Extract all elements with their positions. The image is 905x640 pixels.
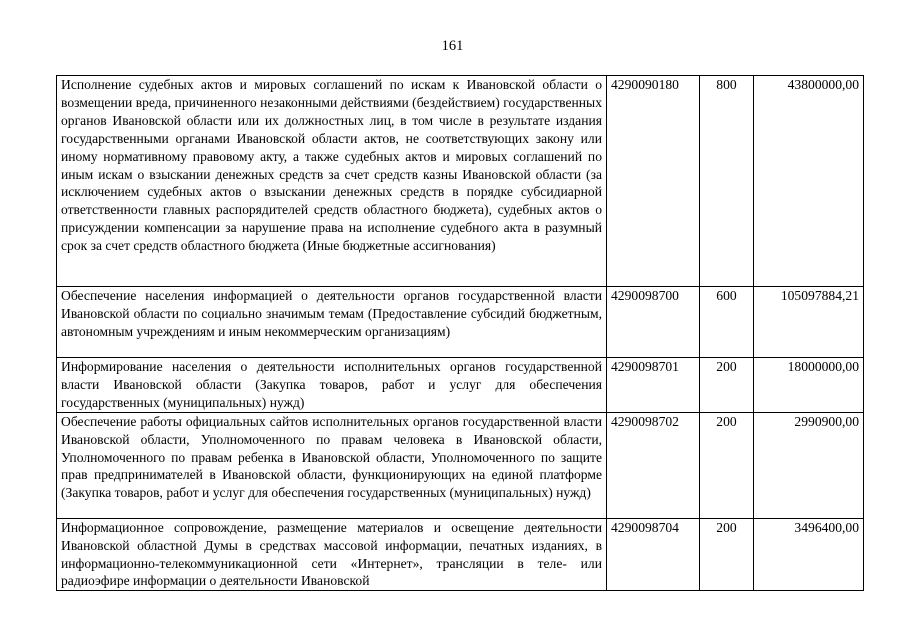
- row-target-code: 4290098704: [607, 518, 700, 591]
- row-description: Информирование населения о деятельности исполнительных органов государственной власти Ивановской области (Закупка товаров, работ и услуг для обеспечения государственных (муниципальных) нужд): [57, 358, 607, 413]
- row-description: Информационное сопровождение, размещение материалов и освещение деятельности Ивановской областной Думы в средствах массовой информации, печатных изданиях, в информационно-телекоммуникационной сети «Интернет», трансляции в теле- или радиоэфире информации о деятельности Ивановской: [57, 518, 607, 591]
- row-amount: 2990900,00: [754, 412, 864, 518]
- row-description: Исполнение судебных актов и мировых соглашений по искам к Ивановской области о возмещении вреда, причиненного незаконными действиями (бездействием) государственных органов Ивановской области или их должностных лиц, в том числе в результате издания государственными органами Ивановской области актов, не соответствующих закону или иному нормативному правовому акту, а также судебных актов и мировых соглашений по иным искам о взыскании денежных средств за счет средств казны Ивановской области (за исключением судебных актов о взыскании денежных средств в порядке субсидиарной ответственности главных распорядителей средств областного бюджета), судебных актов о присуждении компенсации за нарушение права на исполнение судебного акта в разумный срок за счет средств областного бюджета (Иные бюджетные ассигнования): [57, 76, 607, 287]
- table-row: [57, 358, 864, 413]
- table-row: [57, 518, 864, 591]
- table-row: [57, 412, 864, 518]
- row-target-code: 4290098700: [607, 287, 700, 358]
- row-description: Обеспечение населения информацией о деятельности органов государственной власти Ивановской области по социально значимым темам (Предоставление субсидий бюджетным, автономным учреждениям и иным некоммерческим организациям): [57, 287, 607, 358]
- row-expense-type: 200: [700, 412, 754, 518]
- row-expense-type: 600: [700, 287, 754, 358]
- row-expense-type: 200: [700, 518, 754, 591]
- row-target-code: 4290098702: [607, 412, 700, 518]
- budget-table: [56, 75, 864, 591]
- row-amount: 3496400,00: [754, 518, 864, 591]
- row-target-code: 4290098701: [607, 358, 700, 413]
- row-expense-type: 200: [700, 358, 754, 413]
- table-row: [57, 76, 864, 287]
- row-expense-type: 800: [700, 76, 754, 287]
- row-amount: 43800000,00: [754, 76, 864, 287]
- row-amount: 105097884,21: [754, 287, 864, 358]
- row-target-code: 4290090180: [607, 76, 700, 287]
- row-description: Обеспечение работы официальных сайтов исполнительных органов государственной власти Ивановской области, Уполномоченного по правам человека в Ивановской области, Уполномоченного по правам ребенка в Ивановской области, Уполномоченного по защите прав предпринимателей в Ивановской области, функционирующих на единой платформе (Закупка товаров, работ и услуг для обеспечения государственных (муниципальных) нужд): [57, 412, 607, 518]
- page-number: 161: [441, 38, 464, 54]
- table-row: [57, 287, 864, 358]
- row-amount: 18000000,00: [754, 358, 864, 413]
